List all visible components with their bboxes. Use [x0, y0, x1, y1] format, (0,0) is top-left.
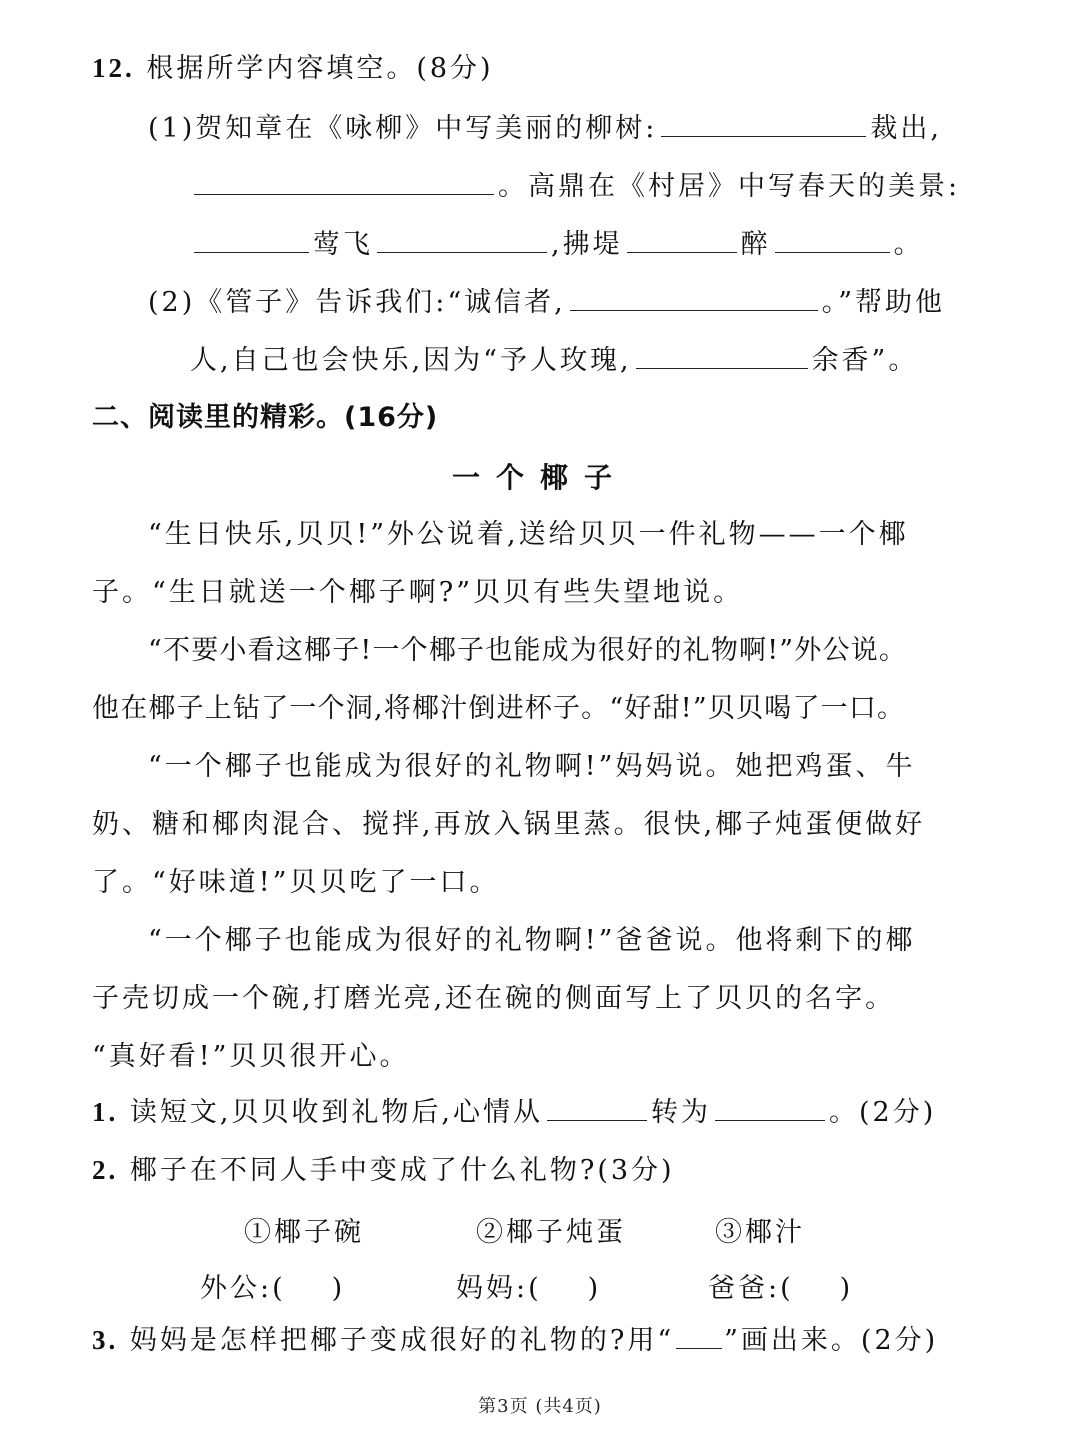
story-line: 奶、糖和椰肉混合、搅拌,再放入锅里蒸。很快,椰子炖蛋便做好	[92, 809, 926, 840]
answer-blank[interactable]	[377, 224, 547, 253]
answer-dad[interactable]	[708, 1266, 853, 1305]
q12-line-4-end: 。”帮助他	[821, 287, 946, 318]
story-line: “真好看!”贝贝很开心。	[92, 1041, 410, 1072]
underline-mark	[676, 1322, 722, 1349]
story-line: 子。“生日就送一个椰子啊?”贝贝有些失望地说。	[92, 577, 744, 608]
q2-number: 2.	[92, 1155, 119, 1185]
answer-blank[interactable]	[570, 282, 818, 311]
q12-title-text: 根据所学内容填空。(8分)	[146, 53, 494, 84]
q3	[92, 1320, 938, 1361]
option-coconut-bowl: ①椰子碗	[244, 1217, 364, 1248]
answer-blank[interactable]	[547, 1092, 647, 1121]
q2	[92, 1150, 675, 1191]
page-footer: 第3页 (共4页)	[478, 1396, 602, 1417]
q2-text: 椰子在不同人手中变成了什么礼物?(3分)	[129, 1155, 675, 1186]
q12-line-1-end: 裁出,	[870, 113, 942, 144]
paren-close: )	[587, 1273, 602, 1304]
q12-line-5	[190, 340, 918, 381]
q3-text-a: 妈妈是怎样把椰子变成很好的礼物的?用“	[129, 1325, 675, 1356]
answer-blank[interactable]	[194, 166, 494, 195]
answer-blank[interactable]	[775, 224, 890, 253]
story-line: 子壳切成一个碗,打磨光亮,还在碗的侧面写上了贝贝的名字。	[92, 983, 896, 1014]
paren-close: )	[331, 1273, 346, 1304]
q1-number: 1.	[92, 1097, 119, 1127]
answer-blank[interactable]	[661, 108, 866, 137]
story-line: 了。“好味道!”贝贝吃了一口。	[92, 867, 500, 898]
story-line: “生日快乐,贝贝!”外公说着,送给贝贝一件礼物——一个椰	[148, 519, 909, 550]
answer-blank[interactable]	[636, 340, 808, 369]
story-line: 他在椰子上钻了一个洞,将椰汁倒进杯子。“好甜!”贝贝喝了一口。	[92, 693, 906, 724]
q12-line-3-b: ,拂堤	[551, 229, 623, 260]
story-line: “一个椰子也能成为很好的礼物啊!”妈妈说。她把鸡蛋、牛	[148, 751, 916, 782]
q3-number: 3.	[92, 1325, 119, 1355]
q12-title	[92, 48, 494, 89]
q12-line-4-text: (2)《管子》告诉我们:“诚信者,	[148, 287, 566, 318]
q1-text-c: 。(2分)	[829, 1097, 937, 1128]
story-title: 一个椰子	[451, 461, 628, 494]
answer-blank[interactable]	[627, 224, 737, 253]
q12-number: 12.	[92, 53, 135, 83]
story-line: “不要小看这椰子!一个椰子也能成为很好的礼物啊!”外公说。	[148, 635, 908, 666]
q1-text-a: 读短文,贝贝收到礼物后,心情从	[129, 1097, 544, 1128]
paren-close: )	[839, 1273, 854, 1304]
q12-line-1	[148, 108, 942, 149]
option-coconut-steamed-egg: ②椰子炖蛋	[476, 1217, 626, 1248]
grandpa-label: 外公:(	[200, 1273, 286, 1304]
q12-line-5-text: 人,自己也会快乐,因为“予人玫瑰,	[190, 345, 632, 376]
q12-line-3-a: 莺飞	[313, 229, 373, 260]
q12-line-3-c: 醉	[740, 229, 771, 260]
q1-text-b: 转为	[651, 1097, 712, 1128]
mom-label: 妈妈:(	[456, 1273, 542, 1304]
q12-line-2	[190, 166, 960, 207]
q12-line-3	[190, 224, 924, 265]
story-line: “一个椰子也能成为很好的礼物啊!”爸爸说。他将剩下的椰	[148, 925, 916, 956]
section-heading: 二、阅读里的精彩。(16分)	[92, 402, 439, 433]
answer-blank[interactable]	[194, 224, 309, 253]
answer-mom[interactable]	[456, 1266, 601, 1305]
q12-line-3-d: 。	[893, 229, 924, 260]
q12-line-5-end: 余香”。	[811, 345, 919, 376]
option-coconut-juice: ③椰汁	[715, 1217, 805, 1248]
q12-line-2-text: 。高鼎在《村居》中写春天的美景:	[498, 171, 961, 202]
answer-grandpa[interactable]	[200, 1266, 345, 1305]
q12-line-4	[148, 282, 945, 323]
dad-label: 爸爸:(	[708, 1273, 794, 1304]
q12-line-1-text: (1)贺知章在《咏柳》中写美丽的柳树:	[148, 113, 658, 144]
q1	[92, 1092, 936, 1133]
answer-blank[interactable]	[715, 1092, 825, 1121]
q3-text-b: ”画出来。(2分)	[724, 1325, 939, 1356]
